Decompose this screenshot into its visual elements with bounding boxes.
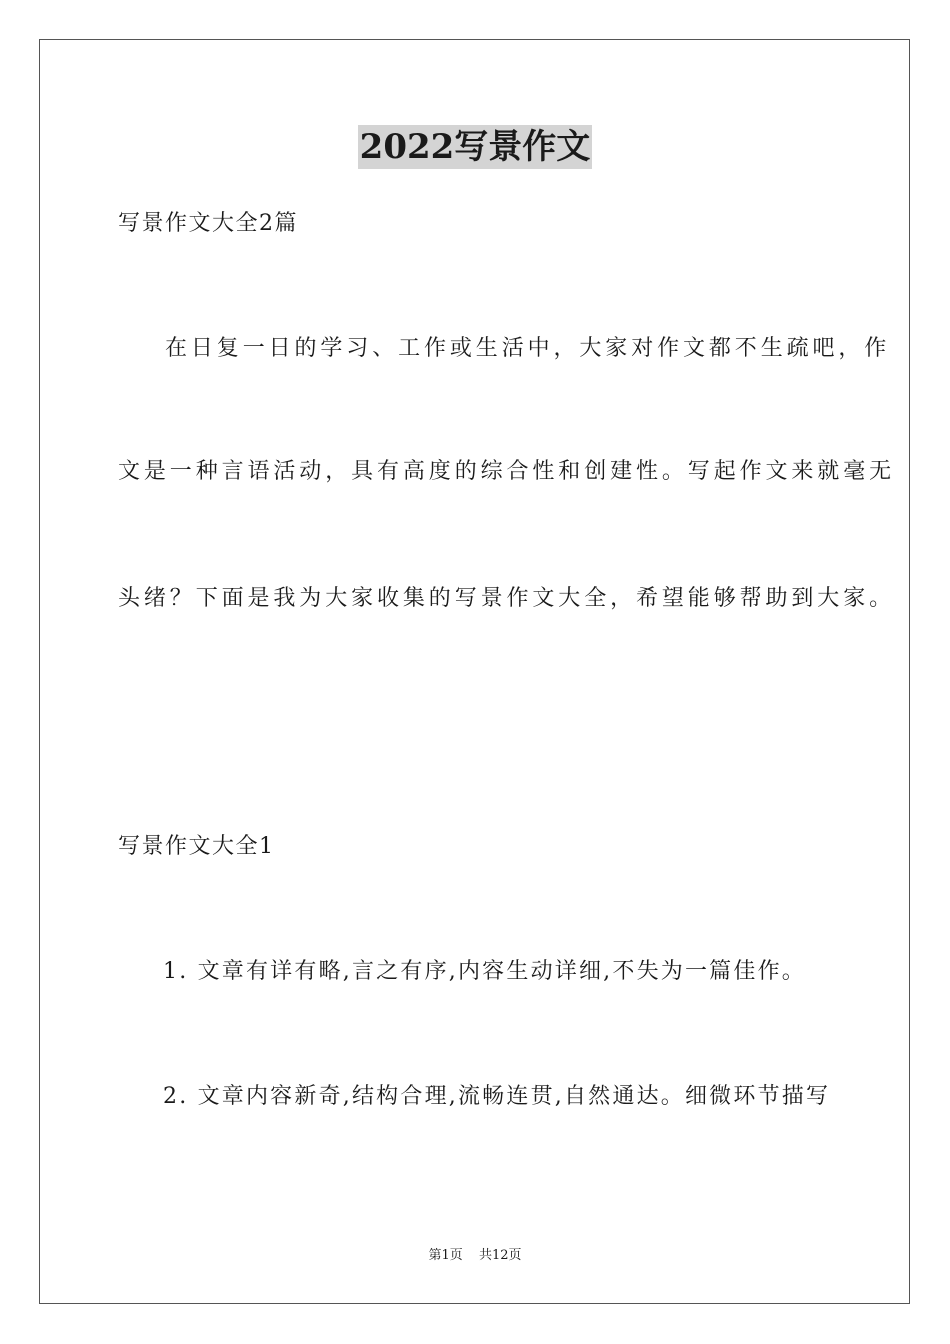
intro-line-1: 在日复一日的学习、工作或生活中，大家对作文都不生疏吧，作 (165, 336, 891, 361)
intro-line-2: 文是一种言语活动，具有高度的综合性和创建性。写起作文来就毫无 (118, 459, 896, 484)
list-item-2: 2. 文章内容新奇,结构合理,流畅连贯,自然通达。细微环节描写 (163, 1084, 831, 1109)
page-number: 第1页 (428, 1248, 463, 1263)
section-heading: 写景作文大全1 (118, 834, 275, 859)
title-container (0, 125, 950, 169)
intro-line-3: 头绪？下面是我为大家收集的写景作文大全，希望能够帮助到大家。 (118, 586, 896, 611)
document-title: 2022写景作文 (359, 127, 591, 167)
document-subtitle: 写景作文大全2篇 (118, 211, 298, 236)
page-footer (0, 1247, 950, 1265)
page-total: 共12页 (478, 1248, 522, 1263)
list-item-1: 1. 文章有详有略,言之有序,内容生动详细,不失为一篇佳作。 (163, 959, 806, 984)
